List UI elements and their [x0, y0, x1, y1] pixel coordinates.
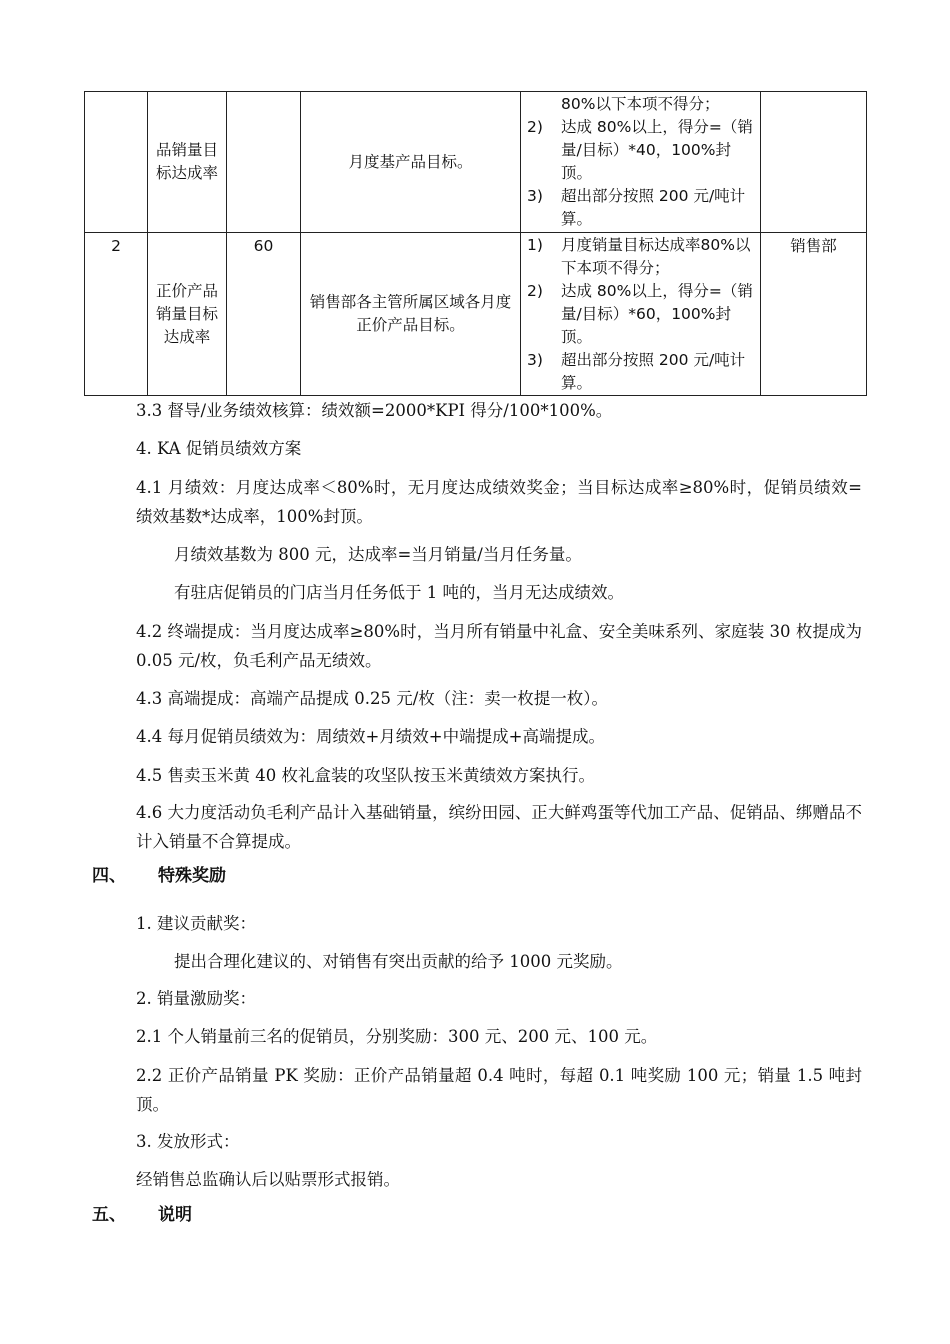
- heading-title: 说明: [158, 1205, 192, 1225]
- weight-score: [227, 92, 301, 233]
- paragraph-4-5: 4.5 售卖玉米黄 40 枚礼盒装的攻坚队按玉米黄绩效方案执行。: [136, 766, 595, 785]
- paragraph-4-4: 4.4 每月促销员绩效为：周绩效+月绩效+中端提成+高端提成。: [136, 727, 605, 746]
- standard-item: 3) 超出部分按照 200 元/吨计算。: [527, 187, 746, 228]
- responsible-department: [761, 92, 867, 233]
- standard-item: 1) 月度销量目标达成率80%以下本项不得分；: [527, 236, 751, 277]
- item-3-text: 经销售总监确认后以贴票形式报销。: [136, 1170, 400, 1189]
- indicator-name: 正价产品销量目标达成率: [148, 233, 227, 396]
- paragraph-base-amount: 月绩效基数为 800 元，达成率=当月销量/当月任务量。: [174, 545, 582, 564]
- section-4-title: 4. KA 促销员绩效方案: [136, 439, 302, 458]
- paragraph-store-rule: 有驻店促销员的门店当月任务低于 1 吨的，当月无达成绩效。: [174, 583, 624, 602]
- standard-item: 2) 达成 80%以上，得分=（销量/目标）*40，100%封顶。: [527, 118, 753, 182]
- paragraph-4-2: 4.2 终端提成：当月度达成率≥80%时，当月所有销量中礼盒、安全美味系列、家庭装 30 枚提成为 0.05 元/枚，负毛利产品无绩效。: [136, 622, 862, 670]
- kpi-table: [84, 91, 867, 396]
- item-3-title: 3. 发放形式：: [136, 1132, 240, 1151]
- responsible-department: 销售部: [761, 233, 867, 396]
- weight-score: 60: [227, 233, 301, 396]
- indicator-name: 品销量目标达成率: [148, 92, 227, 233]
- item-2-title: 2. 销量激励奖：: [136, 989, 256, 1008]
- paragraph-2-1: 2.1 个人销量前三名的促销员，分别奖励：300 元、200 元、100 元。: [136, 1027, 658, 1046]
- item-1-text: 提出合理化建议的、对销售有突出贡献的给予 1000 元奖励。: [174, 952, 623, 971]
- indicator-description: 销售部各主管所属区域各月度正价产品目标。: [301, 233, 521, 396]
- indicator-description: 月度基产品目标。: [301, 92, 521, 233]
- heading-number: 五、: [92, 1205, 126, 1225]
- table-row: [85, 233, 867, 396]
- paragraph-4-1: 4.1 月绩效：月度达成率＜80%时，无月度达成绩效奖金；当目标达成率≥80%时，促销员绩效=绩效基数*达成率，100%封顶。: [136, 478, 862, 526]
- section-heading-four: [92, 864, 226, 888]
- heading-title: 特殊奖励: [158, 866, 226, 886]
- paragraph-4-6: 4.6 大力度活动负毛利产品计入基础销量，缤纷田园、正大鲜鸡蛋等代加工产品、促销品、绑赠品不计入销量不合算提成。: [136, 803, 862, 851]
- scoring-standard: [521, 92, 761, 233]
- paragraph-2-2: 2.2 正价产品销量 PK 奖励：正价产品销量超 0.4 吨时，每超 0.1 吨奖励 100 元；销量 1.5 吨封顶。: [136, 1066, 862, 1114]
- standard-item: 80%以下本项不得分；: [561, 95, 720, 113]
- item-1-title: 1. 建议贡献奖：: [136, 914, 256, 933]
- table-row: [85, 92, 867, 233]
- row-number: 2: [85, 233, 148, 396]
- standard-item: 3) 超出部分按照 200 元/吨计算。: [527, 351, 746, 392]
- paragraph-4-3: 4.3 高端提成：高端产品提成 0.25 元/枚（注：卖一枚提一枚）。: [136, 689, 609, 708]
- paragraph-3-3: 3.3 督导/业务绩效核算：绩效额=2000*KPI 得分/100*100%。: [136, 401, 613, 420]
- row-number: [85, 92, 148, 233]
- standard-item: 2) 达成 80%以上，得分=（销量/目标）*60，100%封顶。: [527, 282, 753, 346]
- heading-number: 四、: [92, 866, 126, 886]
- scoring-standard: [521, 233, 761, 396]
- section-heading-five: [92, 1203, 192, 1227]
